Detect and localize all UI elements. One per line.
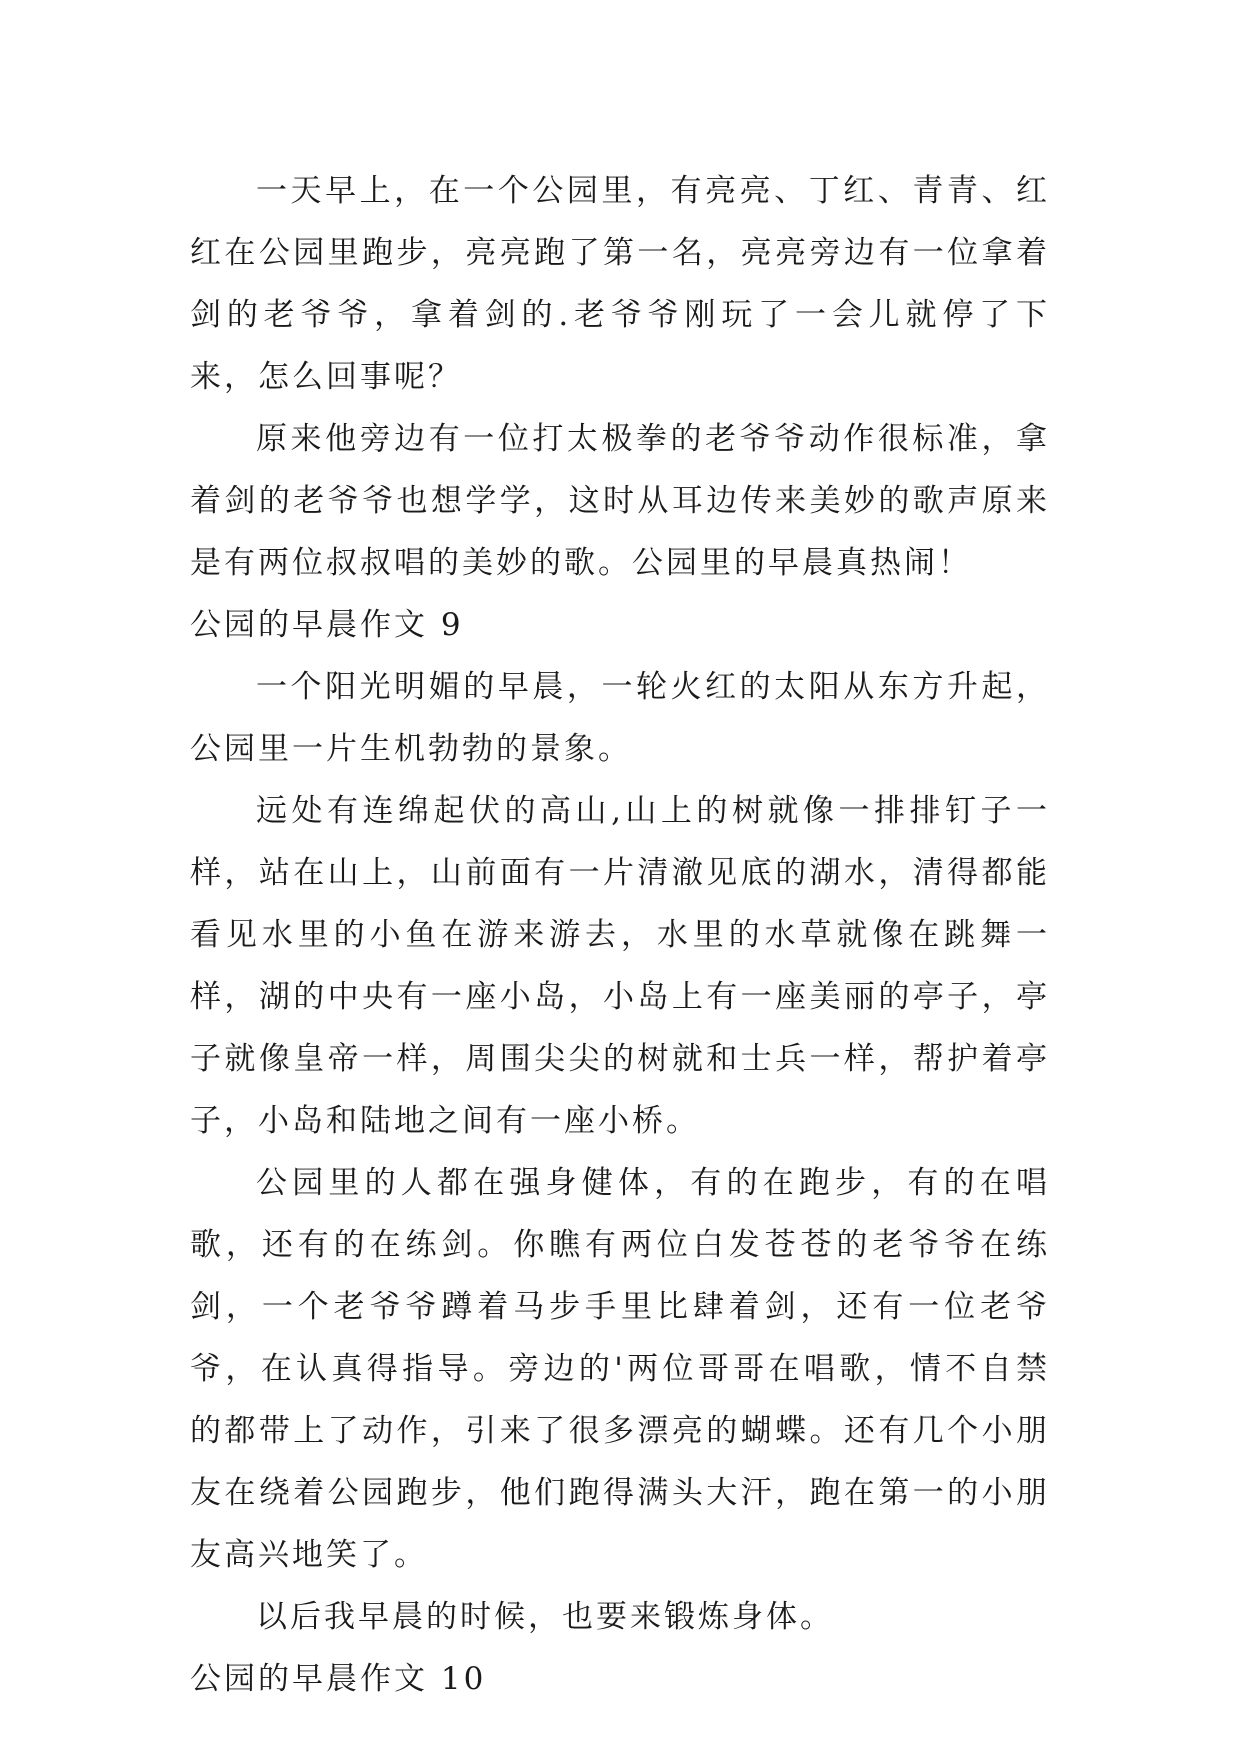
- paragraph: 原来他旁边有一位打太极拳的老爷爷动作很标准，拿着剑的老爷爷也想学学，这时从耳边传来美妙的歌声原来是有两位叔叔唱的美妙的歌。公园里的早晨真热闹！: [190, 421, 1050, 581]
- paragraph: 公园里的人都在强身健体，有的在跑步，有的在唱歌，还有的在练剑。你瞧有两位白发苍苍的老爷爷在练剑，一个老爷爷蹲着马步手里比肆着剑，还有一位老爷爷，在认真得指导。旁边的'两位哥哥在唱歌，情不自禁的都带上了动作，引来了很多漂亮的蝴蝶。还有几个小朋友在绕着公园跑步，他们跑得满头大汗，跑在第一的小朋友高兴地笑了。: [190, 1165, 1050, 1573]
- paragraph: 一天早上，在一个公园里，有亮亮、丁红、青青、红红在公园里跑步，亮亮跑了第一名，亮亮旁边有一位拿着剑的老爷爷，拿着剑的.老爷爷刚玩了一会儿就停了下来，怎么回事呢？: [190, 173, 1050, 395]
- paragraph: 远处有连绵起伏的高山,山上的树就像一排排钉子一样，站在山上，山前面有一片清澈见底的湖水，清得都能看见水里的小鱼在游来游去，水里的水草就像在跳舞一样，湖的中央有一座小岛，小岛上有一座美丽的亭子，亭子就像皇帝一样，周围尖尖的树就和士兵一样，帮护着亭子，小岛和陆地之间有一座小桥。: [190, 793, 1050, 1139]
- paragraph: 以后我早晨的时候，也要来锻炼身体。: [256, 1599, 834, 1635]
- section-heading: 公园的早晨作文 9: [190, 607, 464, 643]
- section-heading: 公园的早晨作文 10: [190, 1661, 487, 1697]
- paragraph: 一个阳光明媚的早晨，一轮火红的太阳从东方升起，公园里一片生机勃勃的景象。: [190, 669, 1050, 767]
- document-body: [190, 160, 1050, 1710]
